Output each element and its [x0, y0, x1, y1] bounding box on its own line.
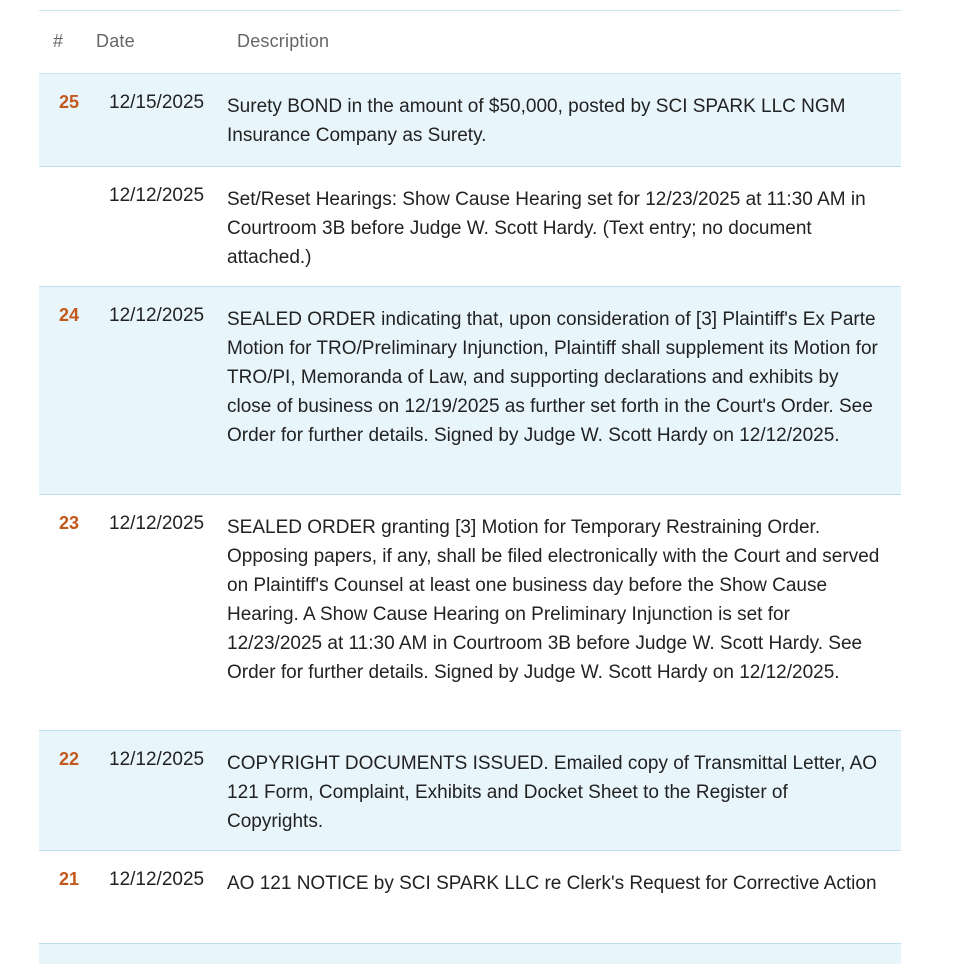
entry-number[interactable]: 23	[59, 513, 80, 533]
entry-number[interactable]: 25	[59, 92, 80, 112]
column-header-date: Date	[96, 31, 135, 51]
table-row	[39, 731, 901, 851]
entry-date: 12/12/2025	[109, 749, 205, 770]
entry-description: Surety BOND in the amount of $50,000, posted by SCI SPARK LLC NGM Insurance Company as Surety.	[227, 96, 846, 146]
entry-description: SEALED ORDER granting [3] Motion for Temporary Restraining Order. Opposing papers, if any, shall be filed electronically with the Court and served on Plaintiff's Counsel at least one business day before the Show Cause Hearing. A Show Cause Hearing on Preliminary Injunction is set for 12/23/2025 at 11:30 AM in Courtroom 3B before Judge W. Scott Hardy. See Order for further details. Signed by Judge W. Scott Hardy on 12/12/2025.	[227, 517, 880, 683]
entry-date: 12/12/2025	[109, 513, 205, 534]
table-row-partial	[39, 944, 901, 964]
column-header-description: Description	[237, 31, 330, 51]
entry-description: AO 121 NOTICE by SCI SPARK LLC re Clerk's Request for Corrective Action	[227, 873, 877, 894]
table-row	[39, 74, 901, 167]
entry-description: Set/Reset Hearings: Show Cause Hearing set for 12/23/2025 at 11:30 AM in Courtroom 3B before Judge W. Scott Hardy. (Text entry; no document attached.)	[227, 189, 866, 268]
column-header-number: #	[53, 31, 64, 51]
docket-table	[39, 10, 901, 964]
entry-date: 12/12/2025	[109, 305, 205, 326]
entry-description: SEALED ORDER indicating that, upon consideration of [3] Plaintiff's Ex Parte Motion for TRO/Preliminary Injunction, Plaintiff shall supplement its Motion for TRO/PI, Memoranda of Law, and supporting declarations and exhibits by close of business on 12/19/2025 as further set forth in the Court's Order. See Order for further details. Signed by Judge W. Scott Hardy on 12/12/2025.	[227, 309, 878, 446]
entry-number[interactable]: 22	[59, 749, 80, 769]
entry-date: 12/12/2025	[109, 869, 205, 890]
table-row	[39, 167, 901, 287]
entry-number[interactable]: 24	[59, 305, 80, 325]
entry-date: 12/12/2025	[109, 185, 205, 206]
entry-date: 12/15/2025	[109, 92, 205, 113]
table-row	[39, 495, 901, 731]
entry-number[interactable]: 21	[59, 869, 80, 889]
table-row	[39, 287, 901, 495]
table-row	[39, 851, 901, 944]
table-header	[39, 11, 901, 74]
entry-description: COPYRIGHT DOCUMENTS ISSUED. Emailed copy of Transmittal Letter, AO 121 Form, Complaint, Exhibits and Docket Sheet to the Register of Copyrights.	[227, 753, 878, 832]
